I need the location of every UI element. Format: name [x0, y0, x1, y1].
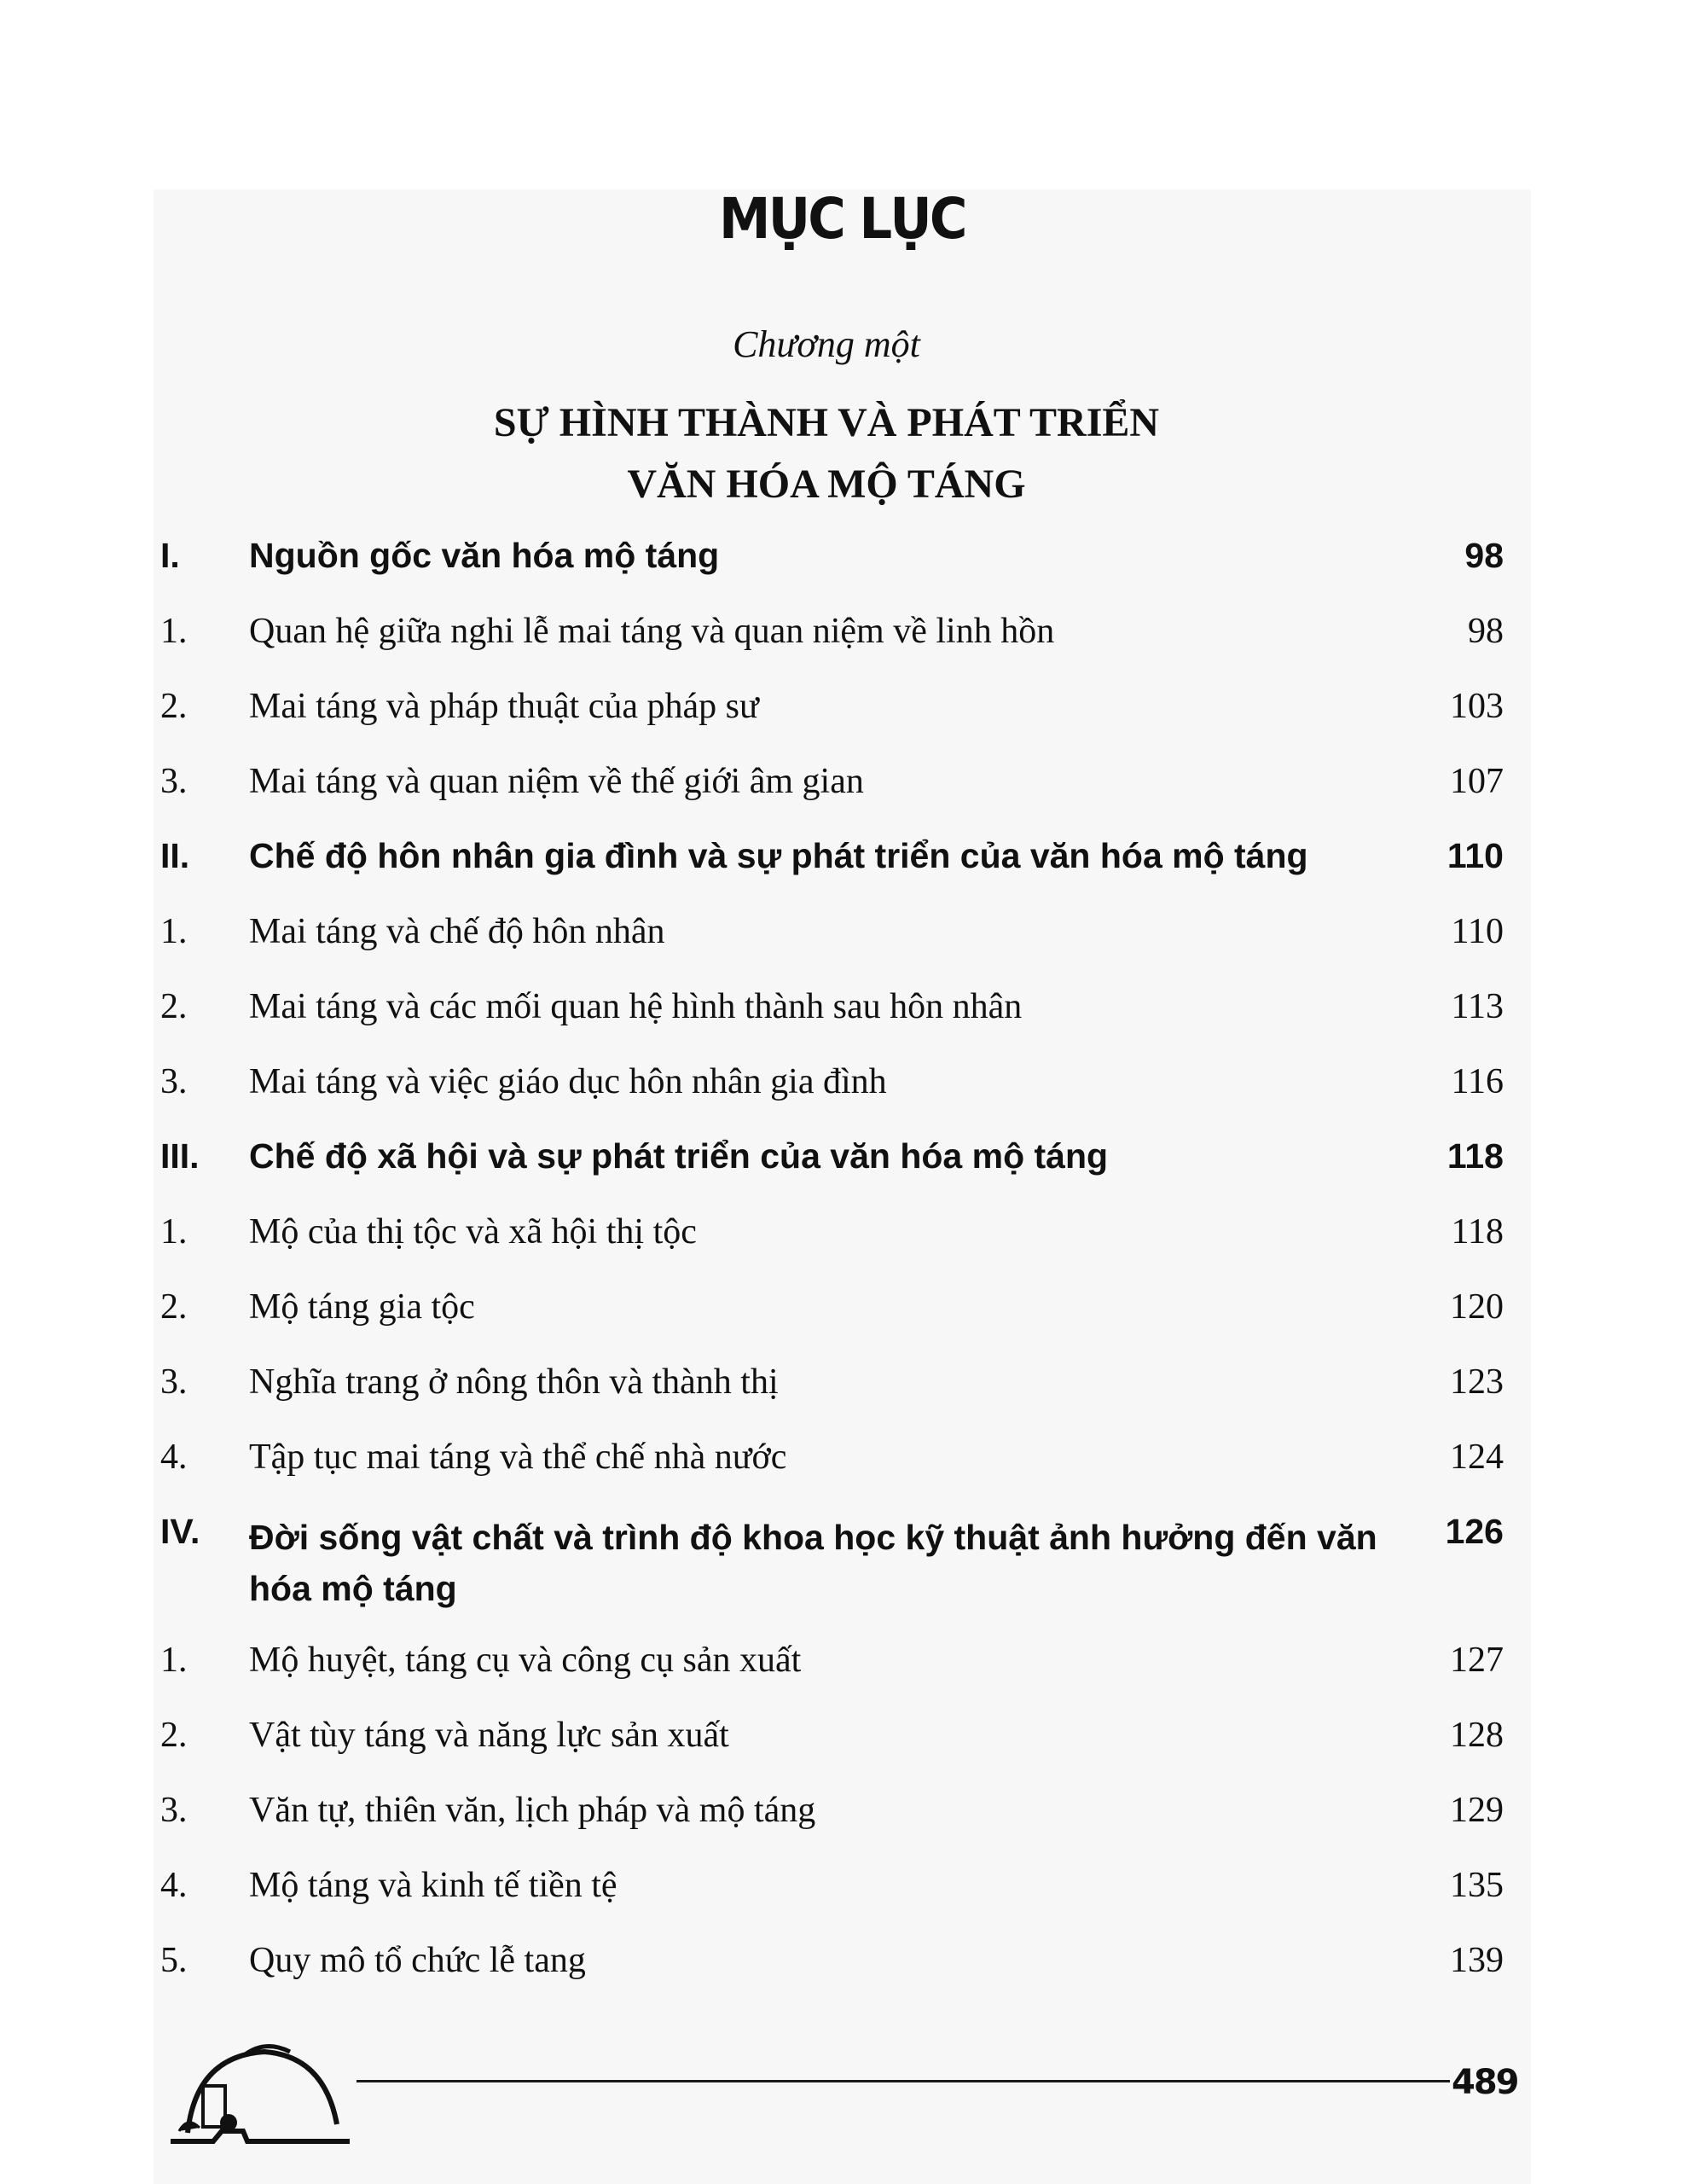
- toc-title: Mai táng và quan niệm về thế giới âm gian: [249, 762, 864, 801]
- page-number: 489: [1452, 2063, 1518, 2102]
- toc-title: Chế độ hôn nhân gia đình và sự phát triển của văn hóa mộ táng: [249, 836, 1308, 875]
- toc-page: 135: [1450, 1866, 1504, 1905]
- toc-title: Văn tự, thiên văn, lịch pháp và mộ táng: [249, 1791, 816, 1830]
- toc-item-row: [0, 761, 1687, 812]
- toc-page: 107: [1450, 762, 1504, 801]
- toc-number: 4.: [160, 1438, 188, 1477]
- toc-item-row: [0, 686, 1687, 737]
- toc-item-row: [0, 1287, 1687, 1338]
- toc-page: 123: [1450, 1362, 1504, 1402]
- toc-title: Mộ của thị tộc và xã hội thị tộc: [249, 1212, 697, 1252]
- toc-page: 126: [1445, 1512, 1504, 1551]
- toc-number: 2.: [160, 1716, 188, 1755]
- toc-item-row: [0, 1790, 1687, 1841]
- toc-page: 110: [1451, 912, 1504, 951]
- toc-title: Mộ huyệt, táng cụ và công cụ sản xuất: [249, 1641, 802, 1680]
- toc-title: Mộ táng gia tộc: [249, 1287, 475, 1327]
- toc-number: IV.: [160, 1512, 200, 1551]
- footer-rule: [357, 2080, 1450, 2082]
- toc-item-row: [0, 611, 1687, 662]
- toc-section-row: [0, 1136, 1687, 1188]
- toc-title: Mai táng và pháp thuật của pháp sư: [249, 687, 759, 726]
- toc-item-row: [0, 1437, 1687, 1488]
- toc-page: 127: [1450, 1641, 1504, 1680]
- toc-number: 3.: [160, 1362, 188, 1402]
- toc-title: Quan hệ giữa nghi lễ mai táng và quan niệm về linh hồn: [249, 612, 1055, 651]
- toc-title: Đời sống vật chất và trình độ khoa học kỹ thuật ảnh hưởng đến văn hóa mộ táng: [249, 1518, 1377, 1608]
- toc-title: Mai táng và các mối quan hệ hình thành sau hôn nhân: [249, 987, 1023, 1026]
- page-title: MỤC LỤC: [719, 186, 965, 252]
- toc-number: 1.: [160, 912, 188, 951]
- toc-page: 118: [1451, 1212, 1504, 1252]
- toc-item-row: [0, 1640, 1687, 1691]
- toc-item-row: [0, 1211, 1687, 1263]
- toc-item-row: [0, 1061, 1687, 1112]
- toc-item-row: [0, 1362, 1687, 1413]
- toc-page: 110: [1446, 836, 1504, 875]
- toc-title: Mai táng và chế độ hôn nhân: [249, 912, 665, 951]
- toc-section-row: [0, 536, 1687, 587]
- toc-number: 2.: [160, 687, 188, 726]
- toc-number: 1.: [160, 612, 188, 651]
- toc-number: I.: [160, 536, 180, 575]
- toc-page: 129: [1450, 1791, 1504, 1830]
- toc-page: 98: [1464, 536, 1504, 575]
- toc-title: Nguồn gốc văn hóa mộ táng: [249, 536, 720, 575]
- toc-number: 4.: [160, 1866, 188, 1905]
- toc-title: Tập tục mai táng và thể chế nhà nước: [249, 1438, 787, 1477]
- toc-number: 1.: [160, 1212, 188, 1252]
- toc-number: 1.: [160, 1641, 188, 1680]
- toc-number: II.: [160, 836, 190, 875]
- toc-title: Nghĩa trang ở nông thôn và thành thị: [249, 1362, 779, 1402]
- toc-title: Mộ táng và kinh tế tiền tệ: [249, 1866, 617, 1905]
- toc-number: 3.: [160, 762, 188, 801]
- toc-title: Chế độ xã hội và sự phát triển của văn hóa mộ táng: [249, 1136, 1109, 1176]
- toc-section-row: [0, 1512, 1687, 1614]
- toc-item-row: [0, 1865, 1687, 1916]
- toc-page: 124: [1450, 1438, 1504, 1477]
- chapter-title-line-2: VĂN HÓA MỘ TÁNG: [627, 462, 1026, 507]
- chapter-title-line-1: SỰ HÌNH THÀNH VÀ PHÁT TRIỂN: [493, 400, 1160, 445]
- toc-number: 2.: [160, 987, 188, 1026]
- toc-page: 118: [1446, 1136, 1504, 1176]
- toc-page: 98: [1468, 612, 1504, 651]
- toc-item-row: [0, 986, 1687, 1037]
- toc-item-row: [0, 911, 1687, 962]
- toc-page: 113: [1451, 987, 1504, 1026]
- toc-title: Vật tùy táng và năng lực sản xuất: [249, 1716, 729, 1755]
- toc-section-row: [0, 836, 1687, 887]
- toc-page: 120: [1450, 1287, 1504, 1327]
- chapter-label: Chương một: [733, 323, 920, 365]
- tomb-ornament-icon: [162, 2022, 358, 2150]
- toc-page: 116: [1451, 1062, 1504, 1101]
- toc-page: 139: [1450, 1941, 1504, 1980]
- toc-number: 3.: [160, 1062, 188, 1101]
- toc-title: Mai táng và việc giáo dục hôn nhân gia đình: [249, 1062, 887, 1101]
- toc-number: 2.: [160, 1287, 188, 1327]
- toc-item-row: [0, 1715, 1687, 1766]
- toc-page: 128: [1450, 1716, 1504, 1755]
- toc-page: 103: [1450, 687, 1504, 726]
- toc-number: III.: [160, 1136, 200, 1176]
- toc-item-row: [0, 1940, 1687, 1991]
- toc-number: 3.: [160, 1791, 188, 1830]
- toc-title: Quy mô tổ chức lễ tang: [249, 1941, 586, 1980]
- toc-number: 5.: [160, 1941, 188, 1980]
